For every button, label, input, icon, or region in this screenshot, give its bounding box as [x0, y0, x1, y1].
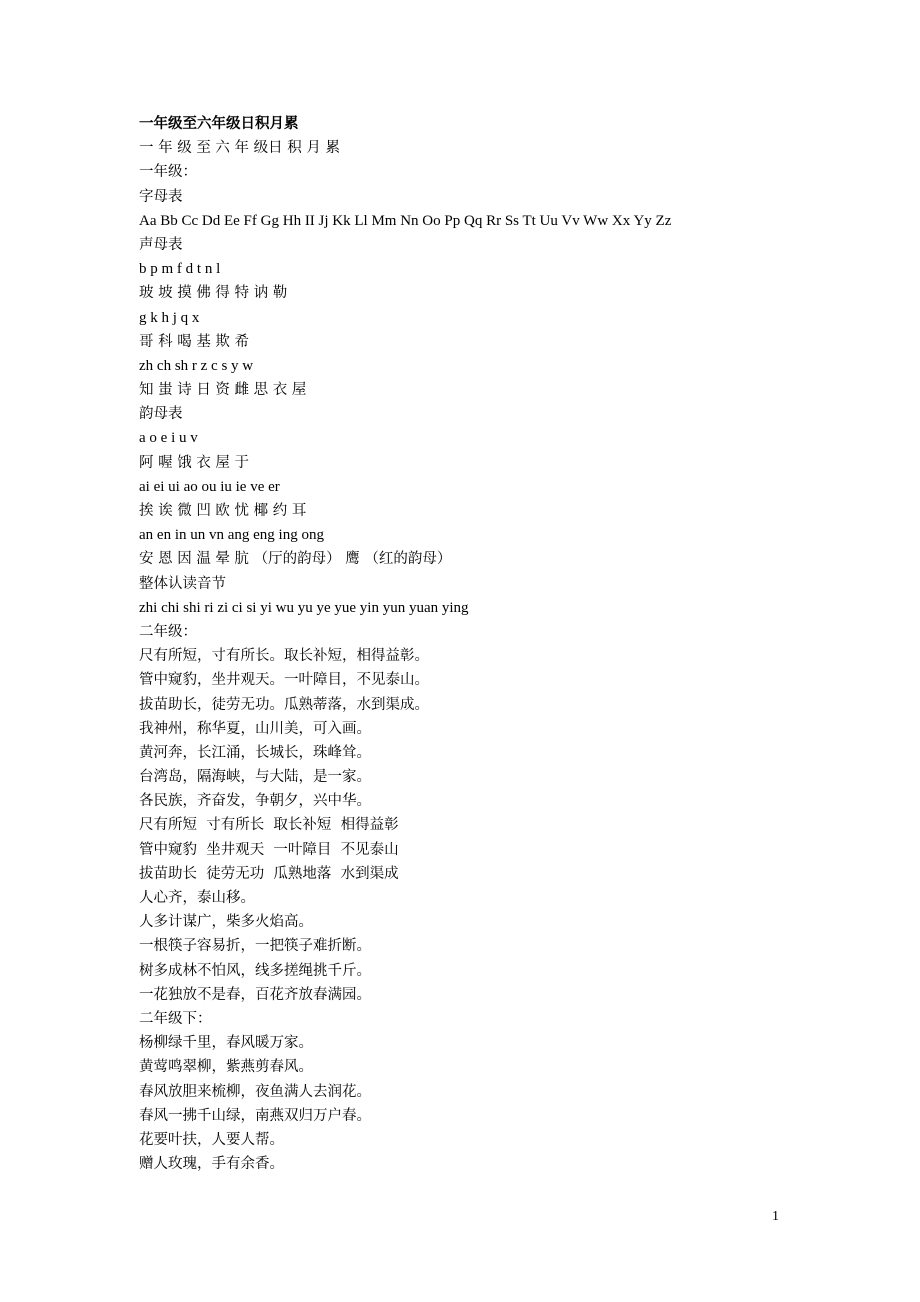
- page-number: 1: [772, 1209, 779, 1224]
- finals-heading: 韵母表: [139, 406, 183, 423]
- text-line: 尺有所短，寸有所长。取长补短，相得益彰。: [139, 648, 429, 665]
- alphabet-heading: 字母表: [139, 188, 183, 205]
- finals-hanzi-line: 阿 喔 饿 衣 屋 于: [139, 454, 250, 471]
- text-line: 管中窥豹 坐井观天 一叶障目 不见泰山: [139, 841, 399, 858]
- initials-heading: 声母表: [139, 236, 183, 253]
- text-line: 春风一拂千山绿，南燕双归万户春。: [139, 1107, 371, 1124]
- grade-one-heading: 一年级：: [139, 164, 197, 181]
- text-line: 黄河奔，长江涌，长城长，珠峰耸。: [139, 744, 371, 761]
- initials-hanzi-line: 哥 科 喝 基 欺 希: [139, 333, 250, 350]
- finals-pinyin-line: ai ei ui ao ou iu ie ve er: [139, 478, 280, 495]
- finals-pinyin-line: a o e i u v: [139, 430, 198, 447]
- initials-pinyin-line: zh ch sh r z c s y w: [139, 357, 254, 374]
- text-line: 各民族，齐奋发，争朝夕，兴中华。: [139, 793, 371, 810]
- text-line: 树多成林不怕风，线多搓绳挑千斤。: [139, 962, 371, 979]
- spaced-title-line: 一 年 级 至 六 年 级日 积 月 累: [139, 140, 340, 157]
- text-line: 赠人玫瑰，手有余香。: [139, 1156, 284, 1173]
- finals-hanzi-line: 挨 诶 微 凹 欧 忧 椰 约 耳: [139, 503, 307, 519]
- text-line: 台湾岛，隔海峡，与大陆，是一家。: [139, 769, 371, 786]
- text-line: 拔苗助长 徒劳无功 瓜熟地落 水到渠成: [139, 865, 399, 882]
- text-line: 管中窥豹，坐井观天。一叶障目，不见泰山。: [139, 672, 429, 689]
- finals-pinyin-line: an en in un vn ang eng ing ong: [139, 527, 324, 544]
- text-line: 我神州，称华夏，山川美，可入画。: [139, 720, 371, 737]
- finals-hanzi-line: 安 恩 因 温 晕 肮 （厅的韵母） 鹰 （红的韵母）: [139, 551, 452, 568]
- initials-hanzi-line: 知 蚩 诗 日 资 雌 思 衣 屋: [139, 382, 307, 399]
- whole-syllables-heading: 整体认读音节: [139, 575, 226, 592]
- text-line: 人心齐，泰山移。: [139, 890, 255, 906]
- grade-two-heading: 二年级：: [139, 623, 197, 640]
- initials-hanzi-line: 玻 坡 摸 佛 得 特 讷 勒: [139, 285, 288, 302]
- text-line: 尺有所短 寸有所长 取长补短 相得益彰: [139, 817, 399, 834]
- text-line: 黄莺鸣翠柳，紫燕剪春风。: [139, 1059, 313, 1076]
- text-line: 春风放胆来梳柳，夜鱼满人去润花。: [139, 1083, 371, 1100]
- text-line: 拔苗助长，徒劳无功。瓜熟蒂落，水到渠成。: [139, 696, 429, 713]
- grade-two-second-term-heading: 二年级下：: [139, 1010, 212, 1027]
- document-body: [139, 112, 879, 1176]
- document-title: 一年级至六年级日积月累: [139, 115, 299, 132]
- text-line: 一根筷子容易折，一把筷子难折断。: [139, 938, 371, 955]
- text-line: 杨柳绿千里，春风暖万家。: [139, 1035, 313, 1052]
- text-line: 一花独放不是春，百花齐放春满园。: [139, 986, 371, 1003]
- whole-syllables-line: zhi chi shi ri zi ci si yi wu yu ye yue yin yun yuan ying: [139, 599, 469, 616]
- initials-pinyin-line: b p m f d t n l: [139, 261, 221, 278]
- text-line: 人多计谋广，柴多火焰高。: [139, 914, 313, 931]
- text-line: 花要叶扶，人要人帮。: [139, 1131, 284, 1148]
- alphabet-line: Aa Bb Cc Dd Ee Ff Gg Hh II Jj Kk Ll Mm Nn Oo Pp Qq Rr Ss Tt Uu Vv Ww Xx Yy Zz: [139, 212, 672, 229]
- initials-pinyin-line: g k h j q x: [139, 309, 200, 326]
